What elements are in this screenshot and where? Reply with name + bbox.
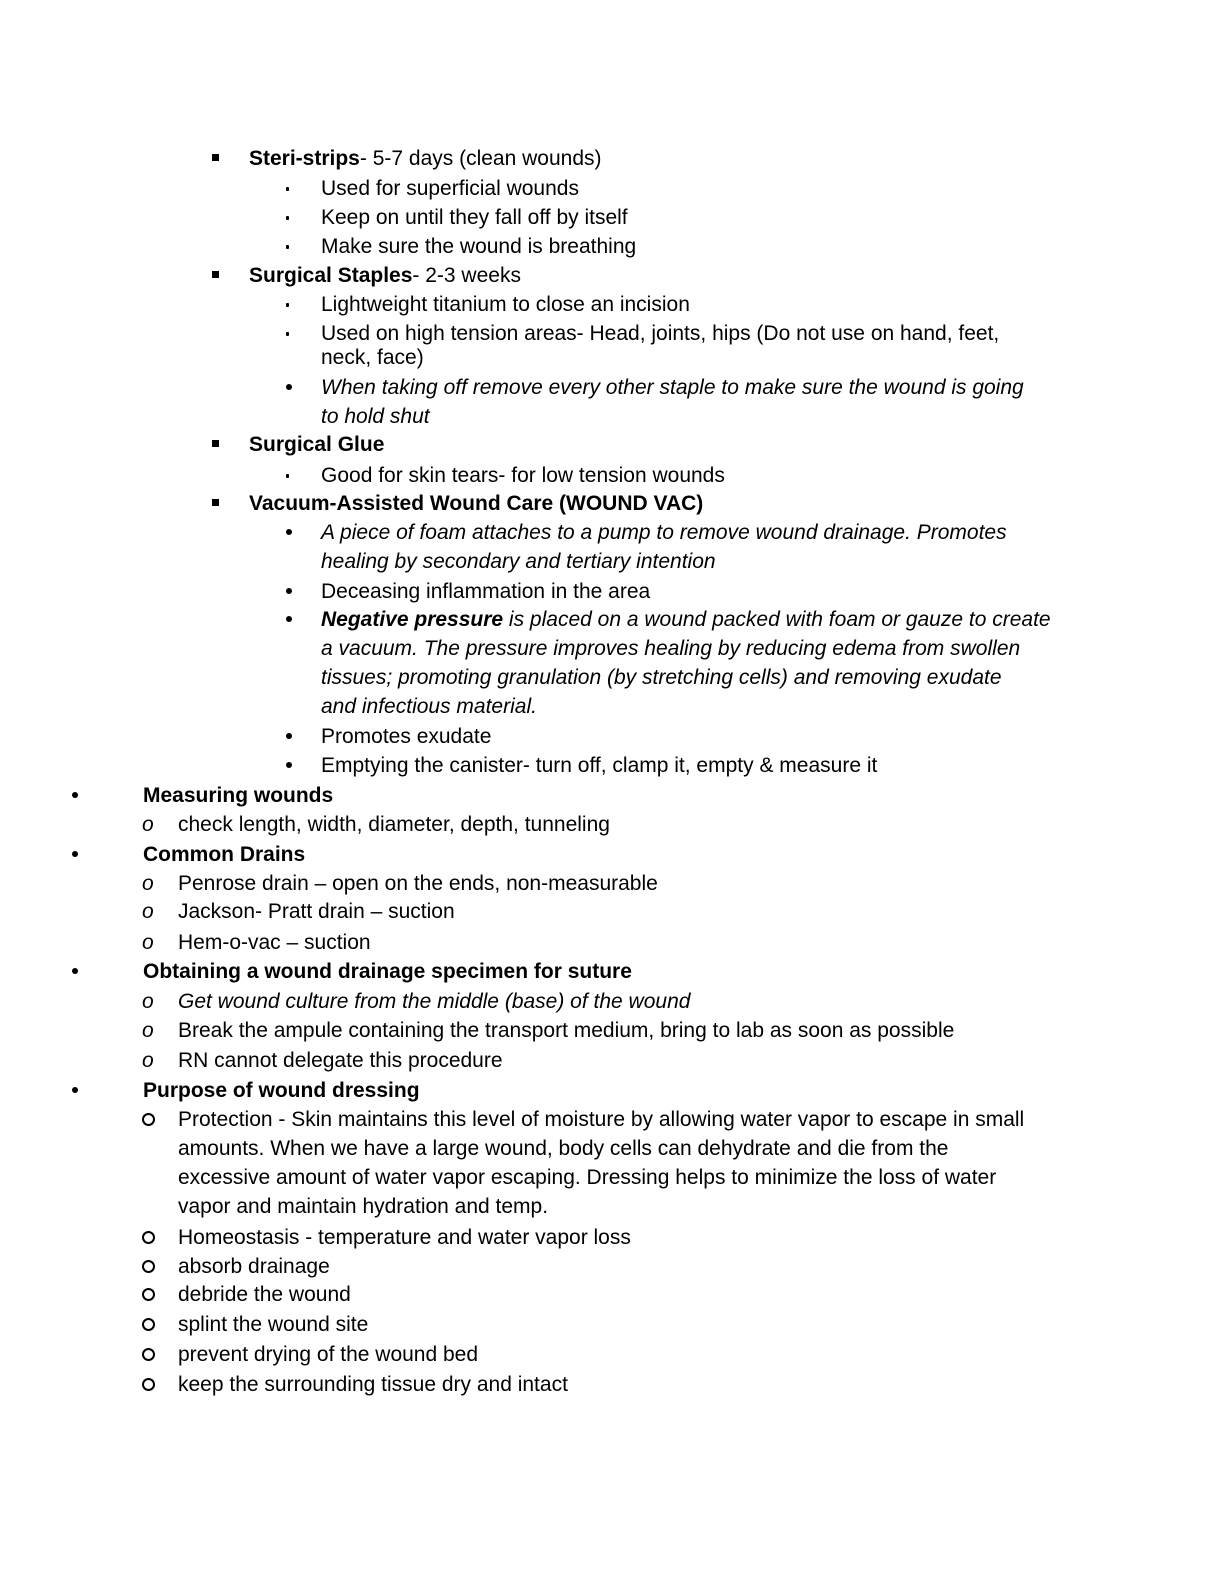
ring-bullet-icon: o	[142, 813, 154, 836]
square-bullet-icon	[212, 492, 219, 516]
list-item: Hem-o-vac – suction	[178, 931, 371, 954]
bullet-icon	[286, 580, 292, 604]
heading-wound-vac: Vacuum-Assisted Wound Care (WOUND VAC)	[249, 492, 704, 515]
bullet-icon	[286, 608, 292, 632]
square-bullet-icon	[212, 147, 219, 171]
list-item: Deceasing inflammation in the area	[321, 580, 651, 603]
heading-dressing: Purpose of wound dressing	[143, 1079, 420, 1102]
small-bullet-icon	[286, 235, 289, 259]
list-item-continuation: vapor and maintain hydration and temp.	[178, 1195, 549, 1218]
ring-bullet-icon: o	[142, 872, 154, 895]
negative-pressure-text: is placed on a wound packed with foam or gauze to create	[503, 608, 1051, 631]
heading-measuring-wounds: Measuring wounds	[143, 784, 334, 807]
list-item-continuation: tissues; promoting granulation (by stretching cells) and removing exudate	[321, 666, 1002, 689]
ring-bullet-icon: o	[142, 990, 154, 1013]
list-item: A piece of foam attaches to a pump to remove wound drainage. Promotes	[321, 521, 1007, 544]
list-item-continuation: excessive amount of water vapor escaping. Dressing helps to minimize the loss of water	[178, 1166, 997, 1189]
list-item: keep the surrounding tissue dry and intact	[178, 1373, 568, 1396]
heading-surgical-glue: Surgical Glue	[249, 433, 385, 456]
list-item: Get wound culture from the middle (base) of the wound	[178, 990, 691, 1013]
list-item: splint the wound site	[178, 1313, 369, 1336]
list-item: Homeostasis - temperature and water vapor loss	[178, 1226, 631, 1249]
circle-bullet-icon	[142, 1283, 155, 1307]
bullet-icon	[72, 843, 78, 867]
bullet-icon	[72, 1079, 78, 1103]
bullet-icon	[72, 960, 78, 984]
small-bullet-icon	[286, 464, 289, 488]
small-bullet-icon	[286, 293, 289, 317]
list-item: prevent drying of the wound bed	[178, 1343, 479, 1366]
list-item: Emptying the canister- turn off, clamp it, empty & measure it	[321, 754, 878, 777]
list-item: check length, width, diameter, depth, tunneling	[178, 813, 610, 836]
negative-pressure-term: Negative pressure	[321, 608, 504, 631]
ring-bullet-icon: o	[142, 1049, 154, 1072]
heading-steri-strips	[249, 147, 602, 171]
ring-bullet-icon: o	[142, 931, 154, 954]
circle-bullet-icon	[142, 1108, 155, 1132]
bullet-icon	[286, 521, 292, 545]
small-bullet-icon	[286, 322, 289, 346]
heading-common-drains: Common Drains	[143, 843, 306, 866]
circle-bullet-icon	[142, 1343, 155, 1367]
small-bullet-icon	[286, 177, 289, 201]
square-bullet-icon	[212, 264, 219, 288]
list-item: RN cannot delegate this procedure	[178, 1049, 503, 1072]
small-bullet-icon	[286, 206, 289, 230]
list-item: Jackson- Pratt drain – suction	[178, 900, 455, 923]
list-item-continuation: a vacuum. The pressure improves healing by reducing edema from swollen	[321, 637, 1021, 660]
ring-bullet-icon: o	[142, 900, 154, 923]
list-item: debride the wound	[178, 1283, 351, 1306]
list-item: Promotes exudate	[321, 725, 492, 748]
bullet-icon	[286, 376, 292, 400]
list-item: absorb drainage	[178, 1255, 330, 1278]
staples-suffix: - 2-3 weeks	[412, 264, 521, 287]
heading-specimen: Obtaining a wound drainage specimen for suture	[143, 960, 632, 983]
circle-bullet-icon	[142, 1373, 155, 1397]
list-item: Keep on until they fall off by itself	[321, 206, 628, 229]
list-item-continuation: and infectious material.	[321, 695, 537, 718]
bullet-icon	[72, 784, 78, 808]
steri-title: Steri-strips	[249, 147, 360, 170]
square-bullet-icon	[212, 433, 219, 457]
list-item	[321, 608, 1051, 632]
heading-surgical-staples	[249, 264, 521, 288]
list-item: Break the ampule containing the transport medium, bring to lab as soon as possible	[178, 1019, 955, 1042]
list-item: Make sure the wound is breathing	[321, 235, 637, 258]
list-item-continuation: neck, face)	[321, 346, 424, 369]
circle-bullet-icon	[142, 1226, 155, 1250]
list-item: Protection - Skin maintains this level of moisture by allowing water vapor to escape in small	[178, 1108, 1025, 1131]
staples-title: Surgical Staples	[249, 264, 413, 287]
list-item: Used for superficial wounds	[321, 177, 579, 200]
list-item: Lightweight titanium to close an incision	[321, 293, 690, 316]
bullet-icon	[286, 725, 292, 749]
list-item: Good for skin tears- for low tension wounds	[321, 464, 725, 487]
bullet-icon	[286, 754, 292, 778]
list-item-continuation: amounts. When we have a large wound, body cells can dehydrate and die from the	[178, 1137, 949, 1160]
list-item-continuation: healing by secondary and tertiary intention	[321, 550, 716, 573]
list-item-continuation: to hold shut	[321, 405, 430, 428]
steri-suffix: - 5-7 days (clean wounds)	[359, 147, 602, 170]
circle-bullet-icon	[142, 1313, 155, 1337]
circle-bullet-icon	[142, 1255, 155, 1279]
ring-bullet-icon: o	[142, 1019, 154, 1042]
list-item: Penrose drain – open on the ends, non-measurable	[178, 872, 658, 895]
list-item: Used on high tension areas- Head, joints, hips (Do not use on hand, feet,	[321, 322, 1000, 345]
list-item: When taking off remove every other staple to make sure the wound is going	[321, 376, 1024, 399]
